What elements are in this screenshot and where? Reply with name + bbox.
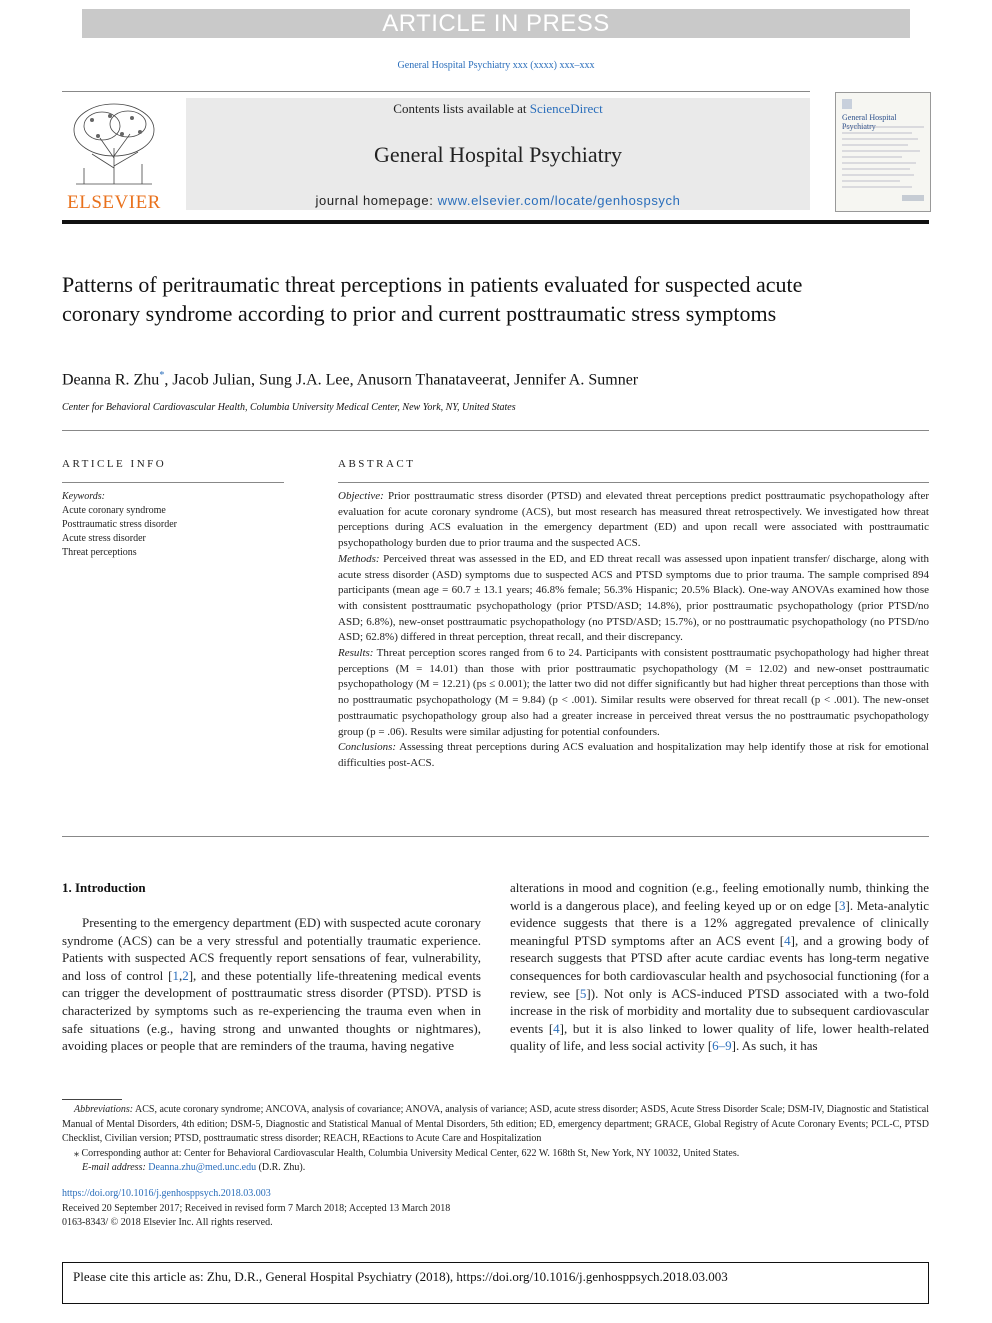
intro-text: Presenting to the emergency department (ED) with suspected acute coronary syndrome (ACS) can be a very stressful and potentially traumatic experience. Patients with suspected ACS frequently report sensations of fear, vulnerability, and loss of control [ xyxy=(62,915,481,983)
first-author[interactable]: Deanna R. Zhu xyxy=(62,371,160,389)
intro-column-right xyxy=(510,879,929,1055)
intro-text: alterations in mood and cognition (e.g., feeling emotionally numb, thinking the world is a dangerous place), and feeling keyed up or on edge [ xyxy=(510,880,929,913)
results-text: Threat perception scores ranged from 6 to 24. Participants with consistent posttraumatic psychopathology had higher threat perceptions (M = 14.01) than those with prior posttraumatic psychopathology (M = 12.02) and new-onset posttraumatic psychopathology (M = 12.21) (ps ≤ 0.001); the latter two did not differ significantly but had higher threat perceptions than those with no posttraumatic psychopathology (M = 9.84) (p < .001). Similar results were observed for threat recall (p < .001). The new-onset posttraumatic psychopathology group also had a greater increase in perceived threat versus the no posttraumatic psychopathology group (p = .06). Results were similar adjusting for potential confounders. xyxy=(338,647,929,738)
article-dates: Received 20 September 2017; Received in revised form 7 March 2018; Accepted 13 March 2018 xyxy=(62,1202,451,1214)
objective-label: Objective: xyxy=(338,490,384,502)
article-in-press-banner: ARTICLE IN PRESS xyxy=(82,9,910,38)
intro-text: ], and a growing body of research suggests that PTSD after acute cardiac events has long-term negative consequences for both cardiovascular health and psychosocial functioning (for a review, see [ xyxy=(510,932,929,1001)
email-link[interactable]: Deanna.zhu@med.unc.edu xyxy=(148,1162,257,1173)
keywords-label: Keywords: xyxy=(62,491,105,502)
email-suffix: (D.R. Zhu). xyxy=(258,1162,306,1173)
article-title: Patterns of peritraumatic threat perceptions in patients evaluated for suspected acute coronary syndrome according to prior and current posttraumatic stress symptoms xyxy=(62,272,803,326)
keyword-item: Acute coronary syndrome xyxy=(62,505,166,516)
author-list xyxy=(62,370,638,389)
corresponding-author-mark[interactable]: * xyxy=(159,370,165,381)
abstract-body xyxy=(338,489,929,772)
doi-link[interactable]: https://doi.org/10.1016/j.genhosppsych.2018.03.003 xyxy=(62,1188,271,1199)
elsevier-logo[interactable] xyxy=(62,98,178,216)
contents-line xyxy=(186,101,810,117)
keyword-item: Threat perceptions xyxy=(62,547,137,558)
introduction-heading: 1. Introduction xyxy=(62,880,146,895)
other-authors: , Jacob Julian, Sung J.A. Lee, Anusorn Thanataveerat, Jennifer A. Sumner xyxy=(164,371,639,389)
header-bottom-rule xyxy=(62,220,929,224)
intro-text: ]. Meta-analytic evidence suggests that there is a 12% aggregated prevalence of clinically meaningful PTSD symptoms after an ACS event [ xyxy=(510,897,929,948)
conclusions-label: Conclusions: xyxy=(338,741,397,754)
citation-ref[interactable]: 2 xyxy=(182,967,189,983)
objective-text: Prior posttraumatic stress disorder (PTSD) and elevated threat perceptions predict posttraumatic psychopathology after evaluation for acute coronary syndrome (ACS), but most research has measured threat retrospectively. We investigated how threat perceptions during ACS evaluation in the emergency department (ED) and upon recall were associated with posttraumatic psychopathology burden due to prior trauma and the suspected ACS. xyxy=(338,490,929,550)
article-info-heading: ARTICLE INFO xyxy=(62,458,167,470)
elsevier-wordmark: ELSEVIER xyxy=(67,192,161,213)
keyword-item: Posttraumatic stress disorder xyxy=(62,519,177,530)
sciencedirect-link[interactable]: ScienceDirect xyxy=(529,101,603,116)
journal-title: General Hospital Psychiatry xyxy=(373,142,623,167)
corresponding-text: Corresponding author at: Center for Behavioral Cardiovascular Health, Columbia University Medical Center, 622 W. 168th St, New York, NY 10032, United States. xyxy=(81,1147,740,1159)
citation-box xyxy=(62,1262,929,1304)
homepage-prefix: journal homepage: xyxy=(315,193,434,208)
header-top-rule xyxy=(62,91,810,92)
email-label: E-mail address: xyxy=(82,1162,146,1173)
abstract-rule xyxy=(338,482,929,483)
results-label: Results: xyxy=(338,647,374,660)
article-meta xyxy=(62,1187,450,1231)
keyword-item: Acute stress disorder xyxy=(62,533,146,544)
citation-ref[interactable]: 4 xyxy=(784,932,791,948)
cover-title: General Hospital Psychiatry xyxy=(842,113,897,131)
abstract-conclusions xyxy=(338,740,929,771)
corresponding-footnote xyxy=(62,1147,929,1162)
corresponding-mark: ⁎ xyxy=(74,1147,79,1159)
abstract-methods xyxy=(338,552,929,646)
citation-ref[interactable]: 1 xyxy=(172,967,179,983)
homepage-link[interactable]: www.elsevier.com/locate/genhospsych xyxy=(437,193,681,208)
citation-ref[interactable]: 5 xyxy=(579,985,587,1001)
footnotes xyxy=(62,1103,929,1176)
copyright: 0163-8343/ © 2018 Elsevier Inc. All rights reserved. xyxy=(62,1217,273,1228)
conclusions-text: Assessing threat perceptions during ACS evaluation and hospitalization may help identify those at risk for emotional difficulties post-ACS. xyxy=(338,741,929,769)
intro-text: ], but it is also linked to lower quality of life, lower health-related quality of life, and less social activity [ xyxy=(510,1020,929,1054)
intro-text: ]. As such, it has xyxy=(731,1038,818,1054)
journal-reference[interactable]: General Hospital Psychiatry xxx (xxxx) xxx–xxx xyxy=(397,60,595,71)
article-info-rule xyxy=(62,482,284,483)
methods-label: Methods: xyxy=(338,552,380,565)
intro-text: ]). Not only is ACS-induced PTSD associated with a two-fold increase in the risk of morbidity and mortality due to subsequent cardiovascular events [ xyxy=(510,985,929,1036)
affiliation: Center for Behavioral Cardiovascular Health, Columbia University Medical Center, New York, NY, United States xyxy=(62,402,516,413)
abbreviations-text: ACS, acute coronary syndrome; ANCOVA, analysis of covariance; ANOVA, analysis of variance; ASD, acute stress disorder; ASDS, Acute Stress Disorder Scale; DSM-IV, Diagnostic and Statistical Manual of Mental Disorders, 4th edition; DSM-5, Diagnostic and Statistical Manual of Mental Disorders, 5th edition; ED, emergency department; GRACE, Global Registry of Acute Coronary Events; PCL-C, PTSD Checklist, Civilian version; PTSD, posttraumatic stress disorder; REACH, REactions to Acute Care and Hospitalization xyxy=(62,1104,930,1144)
abbreviations-label: Abbreviations: xyxy=(74,1104,134,1115)
intro-text: ], and these potentially life-threatening medical events can trigger the development of posttraumatic stress disorder (PTSD). PTSD is characterized by symptoms such as re-experiencing the trauma even when in safe situations (e.g., having strong and unwanted thoughts or nightmares), avoiding places or people that are reminders of the trauma, having negative xyxy=(62,967,481,1054)
citation-ref[interactable]: 3 xyxy=(839,897,846,913)
contents-prefix: Contents lists available at xyxy=(393,101,527,116)
abstract-divider xyxy=(62,836,929,837)
intro-column-left: Presenting to the emergency department (ED) with suspected acute coronary syndrome (ACS) can be a very stressful and potentially traumatic experience. Patients with suspected ACS frequently report sensations of fear, vulnerability, and loss of control [1,2], and these potentially life-threatening medical events can trigger the development of posttraumatic stress disorder (PTSD). PTSD is characterized by symptoms such as re-experiencing the trauma even when in safe situations (e.g., having strong and unwanted thoughts or nightmares), avoiding places or people that are reminders of the trauma, having negative xyxy=(62,915,481,1054)
citation-ref[interactable]: 6–9 xyxy=(712,1038,732,1054)
abstract-heading: ABSTRACT xyxy=(338,458,416,470)
abstract-results xyxy=(338,646,929,740)
keywords-block xyxy=(62,490,177,560)
journal-homepage xyxy=(186,193,810,208)
journal-cover-thumbnail[interactable] xyxy=(835,92,931,212)
citation-text: Please cite this article as: Zhu, D.R., General Hospital Psychiatry (2018), https://doi.org/10.1016/j.genhosppsych.2018.03.003 xyxy=(73,1269,728,1284)
title-divider xyxy=(62,430,929,431)
abstract-objective xyxy=(338,489,929,552)
cover-lines-icon xyxy=(842,99,924,205)
citation-ref[interactable]: 4 xyxy=(553,1020,560,1036)
footnote-rule xyxy=(62,1099,122,1100)
abbreviations-footnote xyxy=(62,1103,929,1147)
methods-text: Perceived threat was assessed in the ED, and ED threat recall was assessed upon inpatient transfer/ discharge, along with acute stress disorder (ASD) symptoms due to suspected ACS and PTSD symptoms due to prior trauma. The sample comprised 894 participants (mean age = 60.7 ± 13.1 years; 46.8% female; 56.3% Hispanic; 20.5% Black). One-way ANOVAs examined how those with consistent posttraumatic psychopathology (prior PTSD/ASD; 14.8%), prior posttraumatic psychopathology (prior PTSD/no ASD; 6.8%), new-onset posttraumatic psychopathology (no PTSD/ASD; 15.7%), or no posttraumatic psychopathology (no PTSD/no ASD; 62.8%) differed in threat perception, threat recall, and their discrepancy. xyxy=(338,552,930,644)
email-footnote xyxy=(62,1161,929,1176)
